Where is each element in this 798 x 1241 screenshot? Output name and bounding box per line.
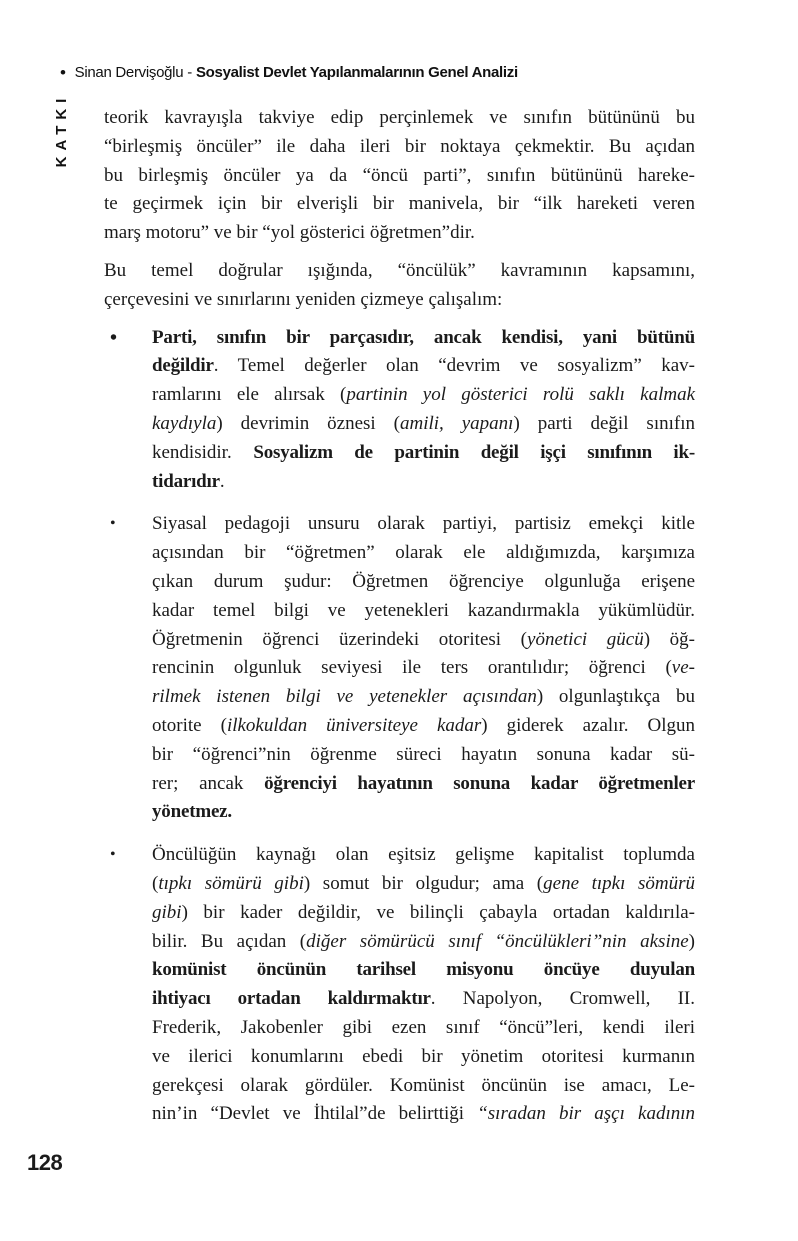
text-line: [152, 956, 695, 985]
text-line: [152, 1100, 695, 1129]
text-line: [152, 770, 695, 799]
bullet-marker-icon: •: [110, 846, 116, 864]
text-line: [152, 928, 695, 957]
text-run: amili, yapanı: [399, 412, 514, 434]
text-run: değildir: [152, 355, 214, 377]
bullet-marker-icon: •: [110, 326, 118, 349]
text-run: nin’in “Devlet ve İhtilal”de belirttiği: [152, 1103, 478, 1125]
text-line: [152, 870, 695, 899]
header-author: Sinan Dervişoğlu: [74, 64, 184, 81]
text-run: rer; ancak: [152, 772, 265, 794]
text-line: [152, 654, 695, 683]
text-line: [152, 899, 695, 928]
text-run: ) bir kader değildir, ve bilinçli çabayla ortadan kaldırıla-: [181, 901, 695, 923]
text-run: otorite (: [152, 714, 227, 736]
text-run: ihtiyacı ortadan kaldırmaktır: [152, 988, 431, 1010]
text-line: [152, 741, 695, 770]
text-line: [152, 683, 695, 712]
text-line: [104, 257, 695, 286]
text-run: ve-: [671, 657, 695, 679]
text-run: ): [688, 930, 695, 952]
text-run: (: [152, 872, 159, 894]
text-run: Öncülüğün kaynağı olan eşitsiz gelişme kapitalist toplumda: [152, 844, 695, 866]
text-run: ramlarını ele alırsak (: [152, 384, 347, 406]
body-text: [104, 104, 695, 1143]
text-run: kaydıyla: [152, 412, 217, 434]
text-line: [152, 381, 695, 410]
text-run: Sosyalizm de partinin değil işçi sınıfının ik-: [253, 441, 695, 463]
text-line: [104, 219, 695, 248]
text-line: [104, 190, 695, 219]
text-line: [152, 439, 695, 468]
text-run: teorik kavrayışla takviye edip perçinlemek ve sınıfın bütününü bu: [104, 107, 695, 128]
text-run: yönetici gücü: [527, 628, 644, 650]
text-line: [104, 104, 695, 133]
page-number: 128: [27, 1150, 63, 1175]
text-line: [104, 286, 695, 315]
text-line: [152, 568, 695, 597]
text-run: gerekçesi olarak gördüler. Komünist öncünün ise amacı, Le-: [152, 1074, 695, 1096]
bullet-item: [104, 510, 695, 827]
text-line: [152, 324, 695, 353]
text-run: açısından bir “öğretmen” olarak ele aldığımızda, karşımıza: [152, 542, 695, 564]
text-line: [152, 468, 695, 497]
text-run: yönetmez.: [152, 801, 232, 823]
text-line: [152, 539, 695, 568]
text-run: partinin yol gösterici rolü saklı kalmak: [346, 384, 695, 406]
text-run: bilir. Bu açıdan (: [152, 930, 307, 952]
text-run: Siyasal pedagoji unsuru olarak partiyi, partisiz emekçi kitle: [152, 513, 695, 535]
text-line: [152, 841, 695, 870]
text-run: Öğretmenin öğrenci üzerindeki otoritesi (: [152, 628, 528, 650]
text-run: gene tıpkı sömürü: [543, 872, 695, 894]
text-line: [152, 1072, 695, 1101]
text-run: ) parti değil sınıfın: [513, 412, 695, 434]
text-run: tıpkı sömürü gibi: [158, 872, 304, 894]
text-run: kendisidir.: [152, 441, 254, 463]
text-run: .: [219, 470, 225, 492]
text-line: [152, 410, 695, 439]
text-line: [104, 162, 695, 191]
text-run: komünist öncünün tarihsel misyonu öncüye duyulan: [152, 959, 695, 981]
text-line: [152, 510, 695, 539]
text-run: “birleşmiş öncüler” ile daha ileri bir noktaya çekmektir. Bu açıdan: [104, 135, 695, 157]
paragraph: [104, 104, 695, 248]
paragraph: [104, 257, 695, 315]
header-title: Sosyalist Devlet Yapılanmalarının Genel Analizi: [195, 64, 518, 81]
text-run: Bu temel doğrular ışığında, “öncülük” kavramının kapsamını,: [104, 259, 695, 281]
text-run: “sıradan bir aşçı kadının: [477, 1103, 696, 1125]
bullet-marker-icon: •: [110, 515, 116, 533]
header-separator: -: [187, 64, 192, 81]
text-run: ) öğ-: [643, 628, 695, 650]
text-run: diğer sömürücü sınıf “öncülükleri”nin aksine: [306, 930, 689, 952]
text-run: ) olgunlaştıkça bu: [536, 686, 695, 708]
text-line: [152, 597, 695, 626]
text-run: rencinin olgunluk seviyesi ile ters orantılıdır; öğrenci (: [152, 657, 672, 679]
text-run: te geçirmek için bir elverişli bir manivela, bir “ilk hareketi veren: [104, 193, 695, 215]
spine-label: KATKI: [53, 92, 70, 168]
header-bullet-icon: •: [60, 63, 66, 82]
text-run: ) giderek azalır. Olgun: [481, 714, 695, 736]
text-line: [152, 712, 695, 741]
text-line: [152, 798, 695, 827]
text-run: ve ilerici konumlarını ebedi bir yönetim otoritesi kurmanın: [152, 1045, 695, 1067]
text-line: [152, 1014, 695, 1043]
text-run: ilkokuldan üniversiteye kadar: [226, 714, 482, 736]
text-line: [152, 626, 695, 655]
text-line: [152, 352, 695, 381]
text-run: . Temel değerler olan “devrim ve sosyalizm” kav-: [213, 355, 695, 377]
text-line: [104, 133, 695, 162]
bullet-item: [104, 324, 695, 497]
text-run: . Napolyon, Cromwell, II.: [430, 988, 695, 1010]
text-run: ) somut bir olgudur; ama (: [303, 872, 544, 894]
running-header: [60, 63, 518, 83]
text-run: çerçevesini ve sınırlarını yeniden çizmeye çalışalım:: [104, 288, 503, 310]
text-run: Frederik, Jakobenler gibi ezen sınıf “öncü”leri, kendi ileri: [152, 1016, 695, 1038]
text-run: Parti, sınıfın bir parçasıdır, ancak kendisi, yani bütünü: [152, 326, 695, 348]
text-run: öğrenciyi hayatının sonuna kadar öğretmenler: [264, 772, 695, 794]
text-run: gibi: [152, 901, 182, 923]
text-run: ) devrimin öznesi (: [216, 412, 400, 434]
text-line: [152, 985, 695, 1014]
text-run: tidarıdır: [152, 470, 220, 492]
text-run: kadar temel bilgi ve yetenekleri kazandırmakla yükümlüdür.: [152, 599, 695, 621]
text-line: [152, 1043, 695, 1072]
text-run: bu birleşmiş öncüler ya da “öncü parti”, sınıfın bütününü hareke-: [104, 164, 695, 186]
bullet-item: [104, 841, 695, 1129]
text-run: bir “öğrenci”nin öğrenme süreci hayatın sonuna kadar sü-: [152, 743, 695, 765]
text-run: rilmek istenen bilgi ve yetenekler açısından: [152, 686, 537, 708]
text-run: çıkan durum şudur: Öğretmen öğrenciye olgunluğa erişene: [152, 570, 695, 592]
text-run: marş motoru” ve bir “yol gösterici öğretmen”dir.: [104, 222, 475, 244]
